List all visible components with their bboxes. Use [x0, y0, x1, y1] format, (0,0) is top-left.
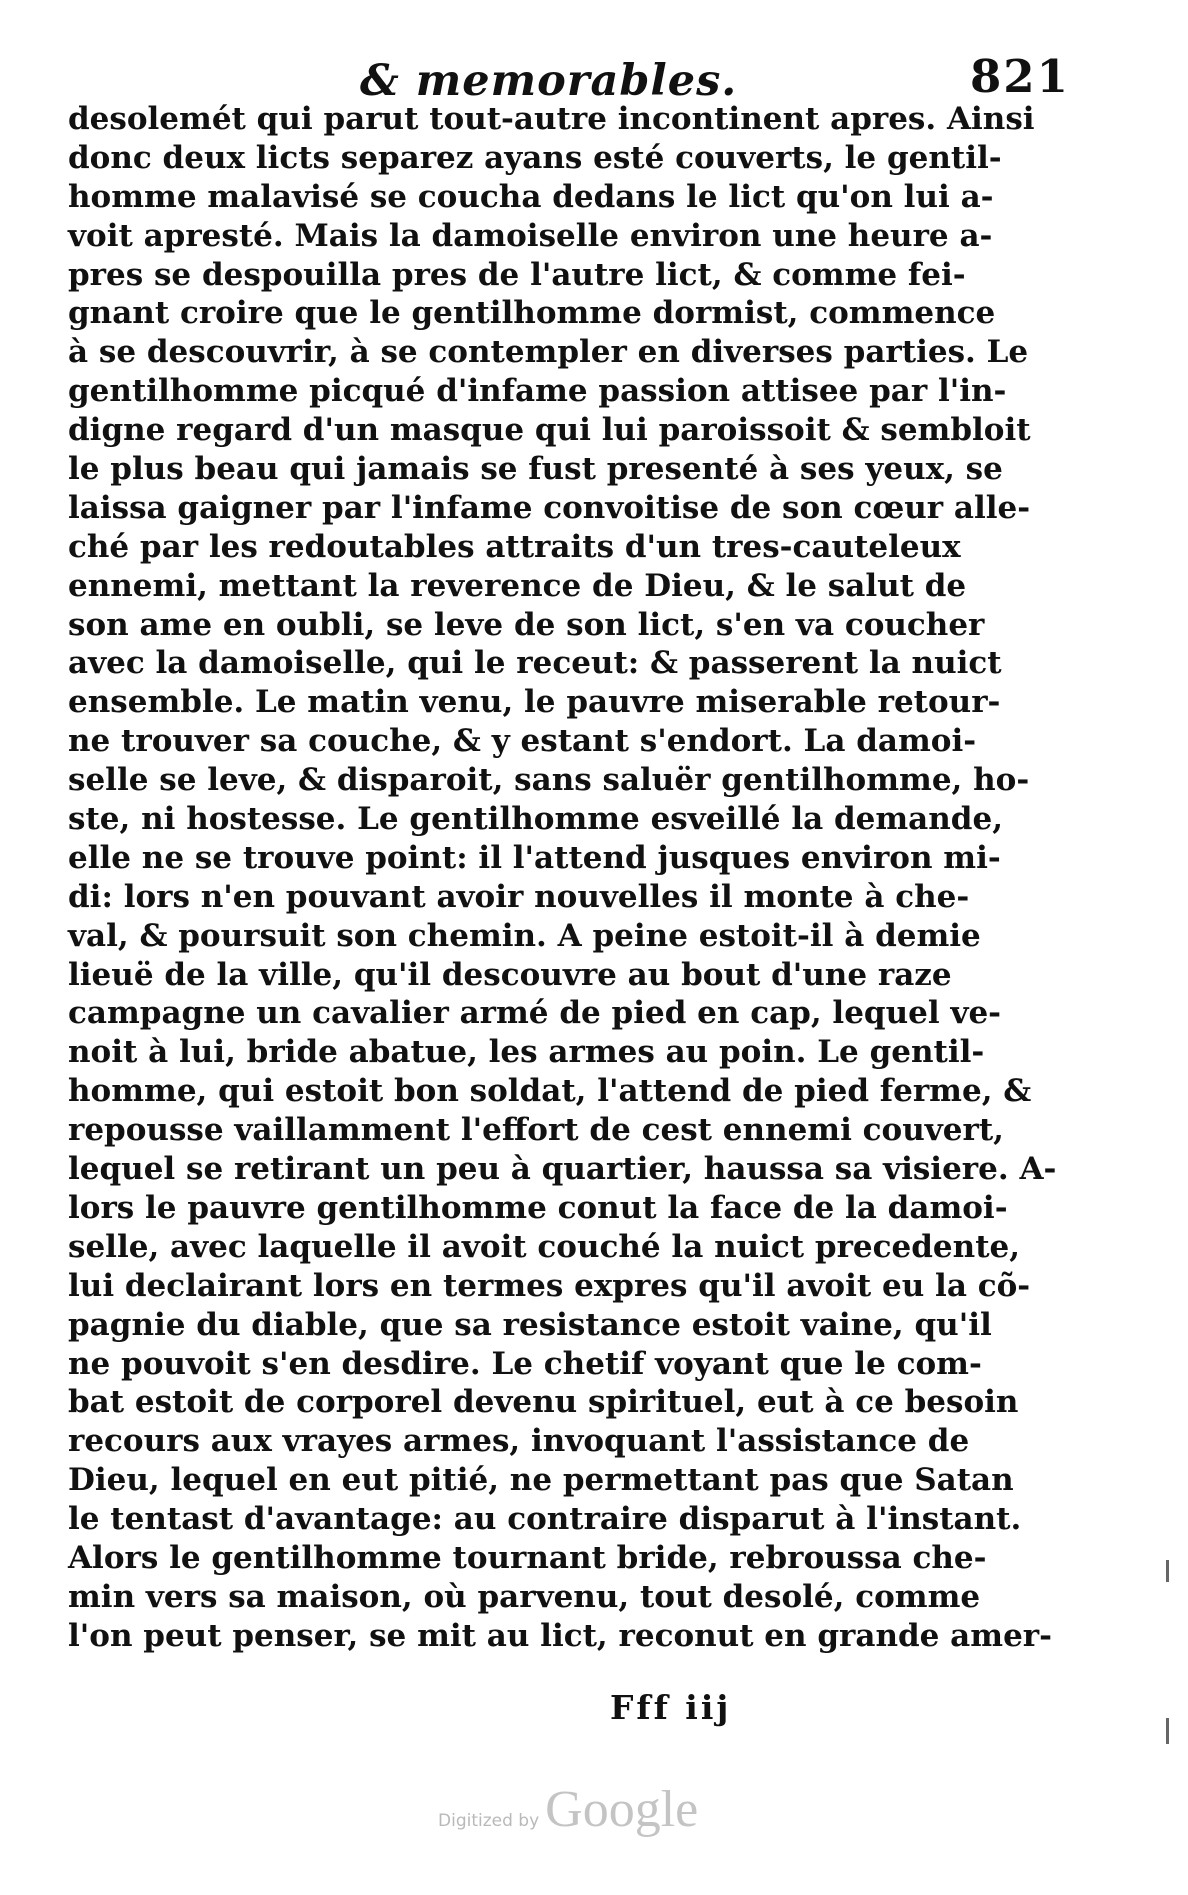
text-line: à se descouvrir, à se contempler en diverses parties. Le	[68, 334, 1029, 371]
body-text	[68, 100, 1057, 1656]
text-line: pagnie du diable, que sa resistance estoit vaine, qu'il	[68, 1306, 992, 1343]
text-line: gentilhomme picqué d'infame passion attisee par l'in-	[68, 373, 1007, 410]
text-line: lieuë de la ville, qu'il descouvre au bout d'une raze	[68, 956, 952, 993]
text-line: val, & poursuit son chemin. A peine estoit-il à demie	[68, 917, 981, 954]
text-line: recours aux vrayes armes, invoquant l'assistance de	[68, 1423, 970, 1460]
text-line: di: lors n'en pouvant avoir nouvelles il monte à che-	[68, 878, 970, 915]
text-line: lequel se retirant un peu à quartier, haussa sa visiere. A-	[68, 1151, 1057, 1188]
text-line: ste, ni hostesse. Le gentilhomme esveillé la demande,	[68, 801, 1003, 838]
running-title: & memorables.	[360, 56, 738, 106]
text-line: l'on peut penser, se mit au lict, reconut en grande amer-	[68, 1617, 1052, 1654]
text-line: ne pouvoit s'en desdire. Le chetif voyant que le com-	[68, 1345, 982, 1382]
text-line: donc deux licts separez ayans esté couverts, le gentil-	[68, 139, 1002, 176]
text-line: pres se despouilla pres de l'autre lict, & comme fei-	[68, 256, 966, 293]
text-line: repousse vaillamment l'effort de cest ennemi couvert,	[68, 1112, 1004, 1149]
text-line: selle se leve, & disparoit, sans saluër gentilhomme, ho-	[68, 762, 1030, 799]
text-line: min vers sa maison, où parvenu, tout desolé, comme	[68, 1578, 981, 1615]
page-number: 821	[970, 50, 1070, 103]
text-line: son ame en oubli, se leve de son lict, s'en va coucher	[68, 606, 985, 643]
text-line: digne regard d'un masque qui lui paroissoit & sembloit	[68, 412, 1031, 449]
text-line: ne trouver sa couche, & y estant s'endort. La damoi-	[68, 723, 977, 760]
text-line: selle, avec laquelle il avoit couché la nuict precedente,	[68, 1228, 1021, 1265]
text-line: avec la damoiselle, qui le receut: & passerent la nuict	[68, 645, 1002, 682]
text-line: ché par les redoutables attraits d'un tres-cauteleux	[68, 528, 961, 565]
digitized-by-label: Digitized by	[438, 1811, 540, 1831]
text-line: le tentast d'avantage: au contraire disparut à l'instant.	[68, 1501, 1022, 1538]
text-line: noit à lui, bride abatue, les armes au poin. Le gentil-	[68, 1034, 985, 1071]
text-line: ennemi, mettant la reverence de Dieu, & le salut de	[68, 567, 967, 604]
page-edge-mark	[1166, 1718, 1169, 1744]
text-line: le plus beau qui jamais se fust presenté à ses yeux, se	[68, 451, 1003, 488]
digitization-watermark	[438, 1780, 698, 1839]
text-line: desolemét qui parut tout-autre incontinent apres. Ainsi	[68, 101, 1035, 137]
text-line: laissa gaigner par l'infame convoitise de son cœur alle-	[68, 489, 1031, 526]
text-line: homme malavisé se coucha dedans le lict qu'on lui a-	[68, 178, 994, 215]
text-line: lui declairant lors en termes expres qu'il avoit eu la cõ-	[68, 1267, 1031, 1304]
text-line: homme, qui estoit bon soldat, l'attend de pied ferme, &	[68, 1073, 1032, 1110]
page-edge-mark	[1166, 1560, 1169, 1582]
text-line: Alors le gentilhomme tournant bride, rebroussa che-	[68, 1539, 987, 1576]
text-line: elle ne se trouve point: il l'attend jusques environ mi-	[68, 839, 1001, 876]
text-line: gnant croire que le gentilhomme dormist, commence	[68, 295, 996, 332]
text-line: bat estoit de corporel devenu spirituel, eut à ce besoin	[68, 1384, 1019, 1421]
google-logo: Google	[545, 1781, 699, 1838]
catchword-signature: Fff iij	[610, 1688, 732, 1727]
text-line: voit apresté. Mais la damoiselle environ une heure a-	[68, 217, 993, 254]
text-line: Dieu, lequel en eut pitié, ne permettant pas que Satan	[68, 1462, 1014, 1499]
text-line: ensemble. Le matin venu, le pauvre miserable retour-	[68, 684, 1001, 721]
text-line: campagne un cavalier armé de pied en cap, lequel ve-	[68, 995, 1002, 1032]
text-line: lors le pauvre gentilhomme conut la face de la damoi-	[68, 1189, 1008, 1226]
